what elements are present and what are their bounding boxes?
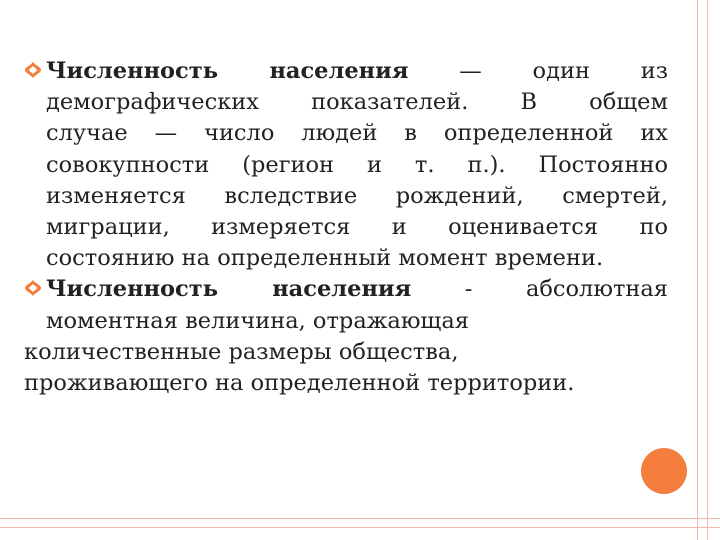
- decorative-circle: [641, 448, 687, 494]
- frame-line: [0, 518, 720, 519]
- bold-term: Численность населения: [46, 58, 409, 84]
- text-line: количественные размеры общества,: [24, 338, 459, 365]
- text-line: совокупности (регион и т. п.). Постоянно: [46, 151, 668, 178]
- slide-body: [0, 56, 720, 399]
- bullet-item: [24, 56, 668, 274]
- text-line: моментная величина, отражающая: [46, 307, 469, 334]
- text-line: Численность населения — один из: [46, 58, 668, 84]
- text-line: случае — число людей в определенной их: [46, 120, 668, 147]
- text-line: проживающего на определенной территории.: [24, 370, 575, 397]
- frame-line: [0, 527, 720, 528]
- bold-term: Численность населения: [46, 276, 412, 303]
- text-line: миграции, измеряется и оценивается по: [46, 214, 668, 241]
- text-line: изменяется вследствие рождений, смертей,: [46, 182, 668, 209]
- fleuron-bullet-icon: [24, 279, 42, 297]
- text-line: состоянию на определенный момент времени.: [46, 245, 604, 272]
- bullet-item: [24, 274, 668, 399]
- fleuron-bullet-icon: [24, 61, 42, 79]
- text-line: Численность населения - абсолютная: [46, 276, 668, 303]
- text-line: демографических показателей. В общем: [46, 89, 668, 116]
